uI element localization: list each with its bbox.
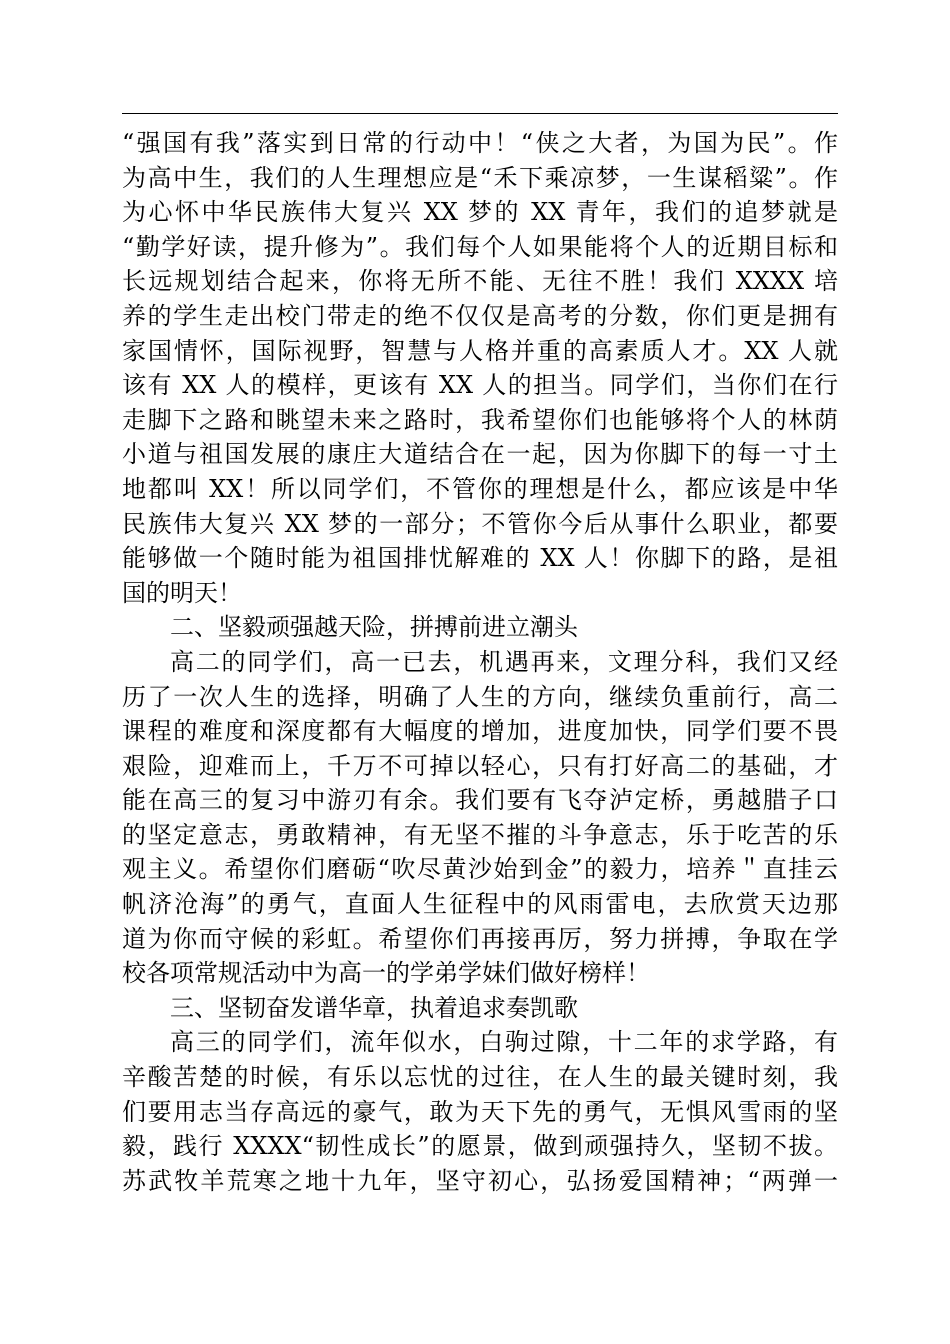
text-line: 课程的难度和深度都有大幅度的增加，进度加快，同学们要不畏 — [122, 717, 838, 746]
text-line: 艰险，迎难而上，千万不可掉以轻心，只有打好高二的基础，才 — [122, 751, 838, 780]
text-line: 为心怀中华民族伟大复兴 XX 梦的 XX 青年，我们的追梦就是 — [122, 198, 838, 227]
text-line: 毅，践行 XXXX“韧性成长”的愿景，做到顽强持久，坚韧不拔。 — [122, 1132, 838, 1161]
text-line: 能在高三的复习中游刃有余。我们要有飞夺泸定桥，勇越腊子口 — [122, 786, 838, 815]
text-line: “强国有我”落实到日常的行动中！“侠之大者，为国为民”。作 — [122, 129, 838, 157]
text-line: 校各项常规活动中为高一的学弟学妹们做好榜样！ — [122, 959, 650, 988]
text-line: 小道与祖国发展的康庄大道结合在一起，因为你脚下的每一寸土 — [122, 440, 838, 469]
section-heading: 三、坚韧奋发谱华章，执着追求奏凯歌 — [170, 993, 578, 1022]
text-line: 国的明天！ — [122, 578, 242, 607]
text-line: 的坚定意志，勇敢精神，有无坚不摧的斗争意志，乐于吃苦的乐 — [122, 820, 838, 849]
text-line: 长远规划结合起来，你将无所不能、无往不胜！我们 XXXX 培 — [122, 267, 838, 296]
header-rule — [122, 113, 838, 114]
text-line: 高三的同学们，流年似水，白驹过隙，十二年的求学路，有 — [170, 1028, 838, 1057]
text-line: 地都叫 XX！所以同学们，不管你的理想是什么，都应该是中华 — [122, 474, 838, 503]
text-line: “勤学好读，提升修为”。我们每个人如果能将个人的近期目标和 — [122, 232, 838, 261]
text-line: 苏武牧羊荒寒之地十九年，坚守初心，弘扬爱国精神；“两弹一 — [122, 1166, 838, 1195]
text-line: 家国情怀，国际视野，智慧与人格并重的高素质人才。XX 人就 — [122, 336, 838, 365]
text-line: 民族伟大复兴 XX 梦的一部分；不管你今后从事什么职业，都要 — [122, 509, 838, 538]
text-line: 道为你而守候的彩虹。希望你们再接再厉，努力拼搏，争取在学 — [122, 924, 838, 953]
text-line: 高二的同学们，高一已去，机遇再来，文理分科，我们又经 — [170, 647, 838, 676]
text-line: 历了一次人生的选择，明确了人生的方向，继续负重前行，高二 — [122, 682, 838, 711]
section-heading: 二、坚毅顽强越天险，拼搏前进立潮头 — [170, 613, 578, 642]
text-line: 养的学生走出校门带走的绝不仅仅是高考的分数，你们更是拥有 — [122, 301, 838, 330]
text-line: 辛酸苦楚的时候，有乐以忘忧的过往，在人生的最关键时刻，我 — [122, 1063, 838, 1092]
text-line: 该有 XX 人的模样，更该有 XX 人的担当。同学们，当你们在行 — [122, 371, 838, 400]
text-line: 帆济沧海”的勇气，直面人生征程中的风雨雷电，去欣赏天边那 — [122, 890, 838, 919]
body-text — [122, 126, 838, 1198]
text-line: 走脚下之路和眺望未来之路时，我希望你们也能够将个人的林荫 — [122, 405, 838, 434]
text-line: 能够做一个随时能为祖国排忧解难的 XX 人！你脚下的路，是祖 — [122, 544, 838, 573]
text-line: 们要用志当存高远的豪气，敢为天下先的勇气，无惧风雪雨的坚 — [122, 1097, 838, 1126]
text-line: 为高中生，我们的人生理想应是“禾下乘凉梦，一生谋稻粱”。作 — [122, 163, 838, 192]
text-line: 观主义。希望你们磨砺“吹尽黄沙始到金”的毅力，培养＂直挂云 — [122, 855, 838, 884]
